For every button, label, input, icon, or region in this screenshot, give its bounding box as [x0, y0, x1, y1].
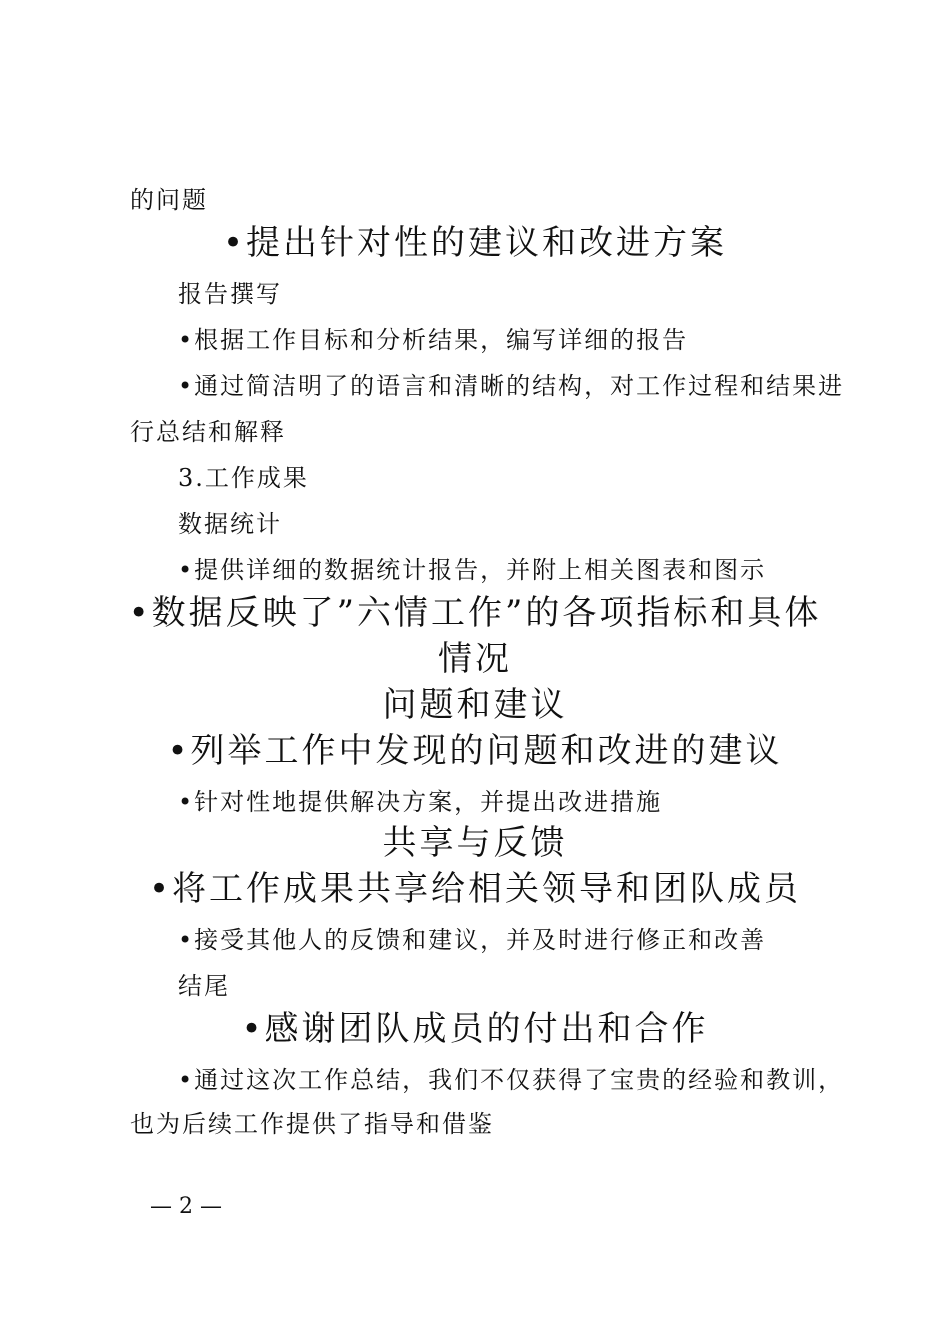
section-heading: 问题和建议: [382, 685, 568, 725]
bullet-heading: •感谢团队成员的付出和合作: [241, 1009, 709, 1049]
bullet-item: •通过这次工作总结，我们不仅获得了宝贵的经验和教训，: [178, 1066, 845, 1094]
section-heading: 报告撰写: [178, 280, 282, 308]
bullet-heading: •提出针对性的建议和改进方案: [222, 223, 728, 263]
text-line: 也为后续工作提供了指导和借鉴: [130, 1110, 494, 1138]
page-number: — 2 —: [150, 1194, 222, 1219]
bullet-heading: •数据反映了”六情工作”的各项指标和具体: [128, 593, 822, 633]
bullet-item: •针对性地提供解决方案，并提出改进措施: [178, 788, 663, 816]
bullet-item: •通过简洁明了的语言和清晰的结构，对工作过程和结果进: [178, 372, 845, 400]
section-heading: 3.工作成果: [178, 464, 309, 492]
bullet-item: •提供详细的数据统计报告，并附上相关图表和图示: [178, 556, 767, 584]
section-heading: 共享与反馈: [382, 823, 568, 863]
bullet-heading: •将工作成果共享给相关领导和团队成员: [148, 869, 802, 909]
bullet-heading: •列举工作中发现的问题和改进的建议: [167, 731, 783, 771]
text-line: 行总结和解释: [130, 418, 286, 446]
section-heading: 数据统计: [178, 510, 282, 538]
text-line: 的问题: [130, 186, 208, 214]
bullet-item: •根据工作目标和分析结果，编写详细的报告: [178, 326, 689, 354]
bullet-heading-continuation: 情况: [438, 639, 512, 679]
section-heading: 结尾: [178, 972, 230, 1000]
bullet-item: •接受其他人的反馈和建议，并及时进行修正和改善: [178, 926, 767, 954]
